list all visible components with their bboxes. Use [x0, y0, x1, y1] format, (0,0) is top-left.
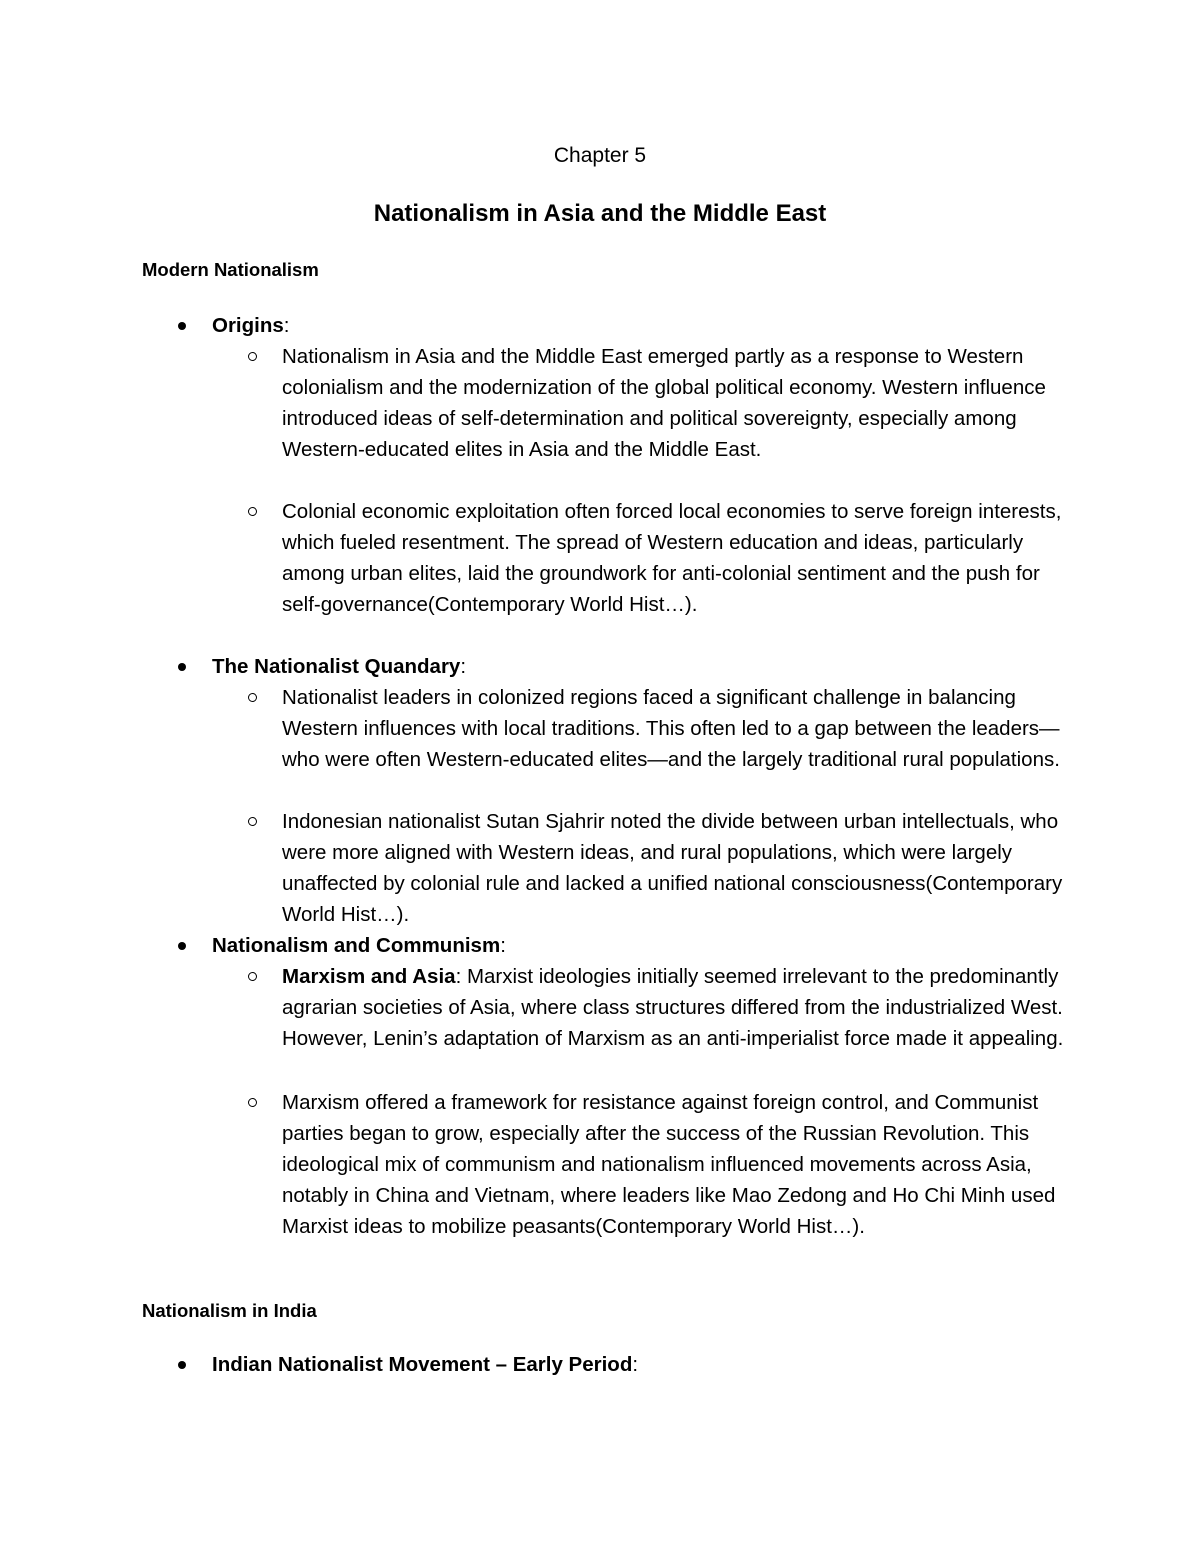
bullet-nationalism-communism [212, 930, 1072, 961]
sub-bullet-text: Nationalism in Asia and the Middle East emerged partly as a response to Western colonialism and the modernization of the global political economy. Western influence introduced ideas of self-determination and political sovereignty, especially among Western-educated elites in Asia and the Middle East. [282, 345, 1046, 461]
sub-bullet-ring [248, 507, 257, 516]
sub-bullet [282, 341, 1072, 465]
bullet-label: The Nationalist Quandary [212, 655, 461, 678]
bullet-suffix: : [632, 1353, 639, 1376]
sub-bullet-ring [248, 1098, 257, 1107]
bullet-label: Origins [212, 314, 284, 337]
sub-bullet [282, 496, 1072, 620]
bullet-label: Nationalism and Communism [212, 934, 501, 957]
sub-bullet-text: Nationalist leaders in colonized regions faced a significant challenge in balancing Western influences with local traditions. This often led to a gap between the leaders—who were often Western-educated elites—and the largely traditional rural populations. [282, 686, 1060, 771]
bullet-nationalist-quandary [212, 651, 1072, 682]
sub-bullet-text: Marxism offered a framework for resistance against foreign control, and Communist parties began to grow, especially after the success of the Russian Revolution. This ideological mix of communism and nationalism influenced movements across Asia, notably in China and Vietnam, where leaders like Mao Zedong and Ho Chi Minh used Marxist ideas to mobilize peasants(Contemporary World Hist…). [282, 1091, 1056, 1238]
chapter-label: Chapter 5 [553, 144, 647, 167]
sub-bullet-ring [248, 693, 257, 702]
bullet-dot [178, 942, 186, 950]
bullet-suffix: : [283, 314, 290, 337]
bullet-dot [178, 322, 186, 330]
bullet-suffix: : [500, 934, 506, 957]
bullet-dot [178, 1361, 186, 1369]
bullet-indian-nationalist-movement [212, 1349, 1072, 1380]
bullet-origins [212, 310, 1072, 341]
bullet-label: Indian Nationalist Movement – Early Period [212, 1353, 633, 1376]
sub-bullet-text: : Marxist ideologies initially seemed irrelevant to the predominantly agrarian societies of Asia, where class structures differed from the industrialized West. However, Lenin’s adaptation of Marxism as an anti-imperialist force made it appealing. [282, 965, 1064, 1050]
bullet-dot [178, 663, 186, 671]
page-title: Nationalism in Asia and the Middle East [373, 200, 827, 227]
sub-bullet [282, 961, 1072, 1054]
sub-bullet-ring [248, 817, 257, 826]
sub-bullet-lead: Marxism and Asia [282, 965, 456, 988]
sub-bullet-text: Indonesian nationalist Sutan Sjahrir noted the divide between urban intellectuals, who were more aligned with Western ideas, and rural populations, which were largely unaffected by colonial rule and lacked a unified national consciousness(Contemporary World Hist…). [282, 810, 1063, 926]
section-heading-modern-nationalism: Modern Nationalism [142, 259, 319, 280]
sub-bullet-ring [248, 972, 257, 981]
sub-bullet-ring [248, 352, 257, 361]
sub-bullet [282, 1087, 1072, 1242]
bullet-suffix: : [460, 655, 467, 678]
sub-bullet [282, 806, 1072, 930]
sub-bullet [282, 682, 1072, 775]
sub-bullet-text: Colonial economic exploitation often forced local economies to serve foreign interests, which fueled resentment. The spread of Western education and ideas, particularly among urban elites, laid the groundwork for anti-colonial sentiment and the push for self-governance(Contemporary World Hist…). [282, 500, 1062, 616]
section-heading-nationalism-india: Nationalism in India [142, 1300, 317, 1321]
